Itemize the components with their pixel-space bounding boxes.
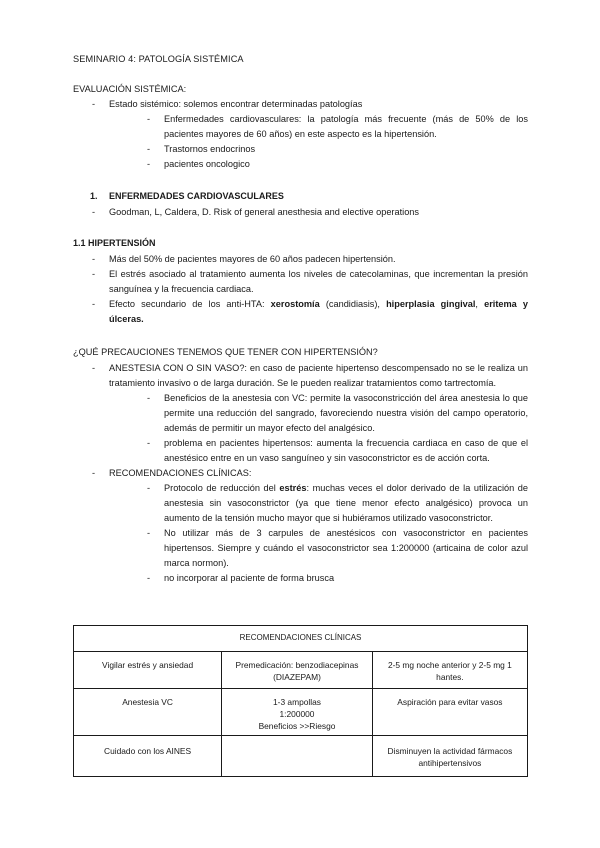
list-item: - problema en pacientes hipertensos: aumenta la frecuencia cardiaca en caso de que el anestésico entre en un vaso sanguíneo y sin vasoconstrictor es de acción corta. (145, 436, 528, 466)
table-header: RECOMENDACIONES CLÍNICAS (74, 626, 528, 652)
cell-line: Beneficios >>Riesgo (258, 721, 336, 731)
sub1-prefix: Protocolo de reducción del (164, 483, 280, 493)
precauciones-heading: ¿QUÉ PRECAUCIONES TENEMOS QUE TENER CON HIPERTENSIÓN? (73, 347, 378, 357)
section-heading-cardiovascular (90, 189, 284, 204)
precauciones-list (90, 361, 528, 586)
evaluacion-heading: EVALUACIÓN SISTÉMICA: (73, 84, 187, 94)
effect-separator: , (475, 299, 485, 309)
list-item: - Más del 50% de pacientes mayores de 60 años padecen hipertensión. (90, 252, 528, 267)
recommendations-table (73, 625, 528, 777)
table-header-row (74, 626, 528, 652)
list-item: - El estrés asociado al tratamiento aumenta los niveles de catecolaminas, que incrementan la presión sanguínea y la frecuencia cardiaca. (90, 267, 528, 297)
sub1-bold: estrés (279, 483, 307, 493)
section-title: ENFERMEDADES CARDIOVASCULARES (109, 191, 284, 201)
list-item-text: Estado sistémico: solemos encontrar determinadas patologías (109, 99, 363, 109)
table-row (74, 652, 528, 689)
list-item: - no incorporar al paciente de forma brusca (145, 571, 528, 586)
anestesia-text: ANESTESIA CON O SIN VASO?: en caso de paciente hipertenso descompensado no se le realiza un tratamiento invasivo o de larga duración. Se le pueden realizar tratamientos como tartrectomía. (109, 363, 528, 388)
table-cell: Cuidado con los AINES (74, 736, 222, 777)
effect-hiperplasia: hiperplasia gingival (386, 299, 476, 309)
effect-eritema: eritema y úlceras. (109, 299, 528, 324)
cell-line: 1:200000 (279, 709, 315, 719)
section-number: 1. (90, 191, 98, 201)
table-cell: Disminuyen la actividad fármacos antihipertensivos (372, 736, 527, 777)
table-cell (222, 689, 373, 736)
evaluacion-sublist (109, 112, 528, 172)
list-item (90, 466, 528, 586)
table-row (74, 736, 528, 777)
table-cell: Premedicación: benzodiacepinas (DIAZEPAM) (222, 652, 373, 689)
cell-line: 1-3 ampollas (273, 697, 321, 707)
list-item: - Trastornos endocrinos (145, 142, 528, 157)
list-item (90, 97, 528, 172)
table-cell (222, 736, 373, 777)
list-item (145, 481, 528, 526)
list-item: - Beneficios de la anestesia con VC: permite la vasoconstricción del área anestesia lo que permite una reducción del sangrado, favoreciendo nuestra visión del campo operatorio, además de permitir un mayor efecto del analgésico. (145, 391, 528, 436)
table-cell: Anestesia VC (74, 689, 222, 736)
effects-prefix: Efecto secundario de los anti-HTA: (109, 299, 271, 309)
sub1-rest: : muchas veces el dolor derivado de la utilización de anestesia sin vasoconstrictor (ya que tiene menor efecto analgésico) provoca un aumento de la tensión mucho mayor que si hubiéramos utilizado vasoconstrictor. (164, 483, 529, 523)
effect-xerostomia: xerostomía (270, 299, 320, 309)
effect-note: (candidiasis), (319, 299, 387, 309)
reference-list (90, 205, 528, 220)
table-cell: Aspiración para evitar vasos (372, 689, 527, 736)
list-item (90, 361, 528, 466)
table-cell: 2-5 mg noche anterior y 2-5 mg 1 hantes. (372, 652, 527, 689)
list-item: - Enfermedades cardiovasculares: la patología más frecuente (más de 50% de los pacientes mayores de 60 años) en este aspecto es la hipertensión. (145, 112, 528, 142)
list-item: - No utilizar más de 3 carpules de anestésicos con vasoconstrictor en pacientes hipertensos. Siempre y cuándo el vasoconstrictor sea 1:200000 (articaina de color azul marca normon). (145, 526, 528, 571)
evaluacion-list (90, 97, 528, 172)
table-cell: Vigilar estrés y ansiedad (74, 652, 222, 689)
list-item: - pacientes oncologico (145, 157, 528, 172)
list-item (90, 297, 528, 327)
list-item: - Goodman, L, Caldera, D. Risk of general anesthesia and elective operations (90, 205, 528, 220)
recomendaciones-text: RECOMENDACIONES CLÍNICAS: (109, 468, 252, 478)
hipertension-list (90, 252, 528, 327)
recomendaciones-sublist (109, 481, 528, 586)
table-row (74, 689, 528, 736)
section-heading-hipertension: 1.1 HIPERTENSIÓN (73, 238, 156, 248)
page-title: SEMINARIO 4: PATOLOGÍA SISTÉMICA (73, 54, 244, 64)
anestesia-sublist (109, 391, 528, 466)
